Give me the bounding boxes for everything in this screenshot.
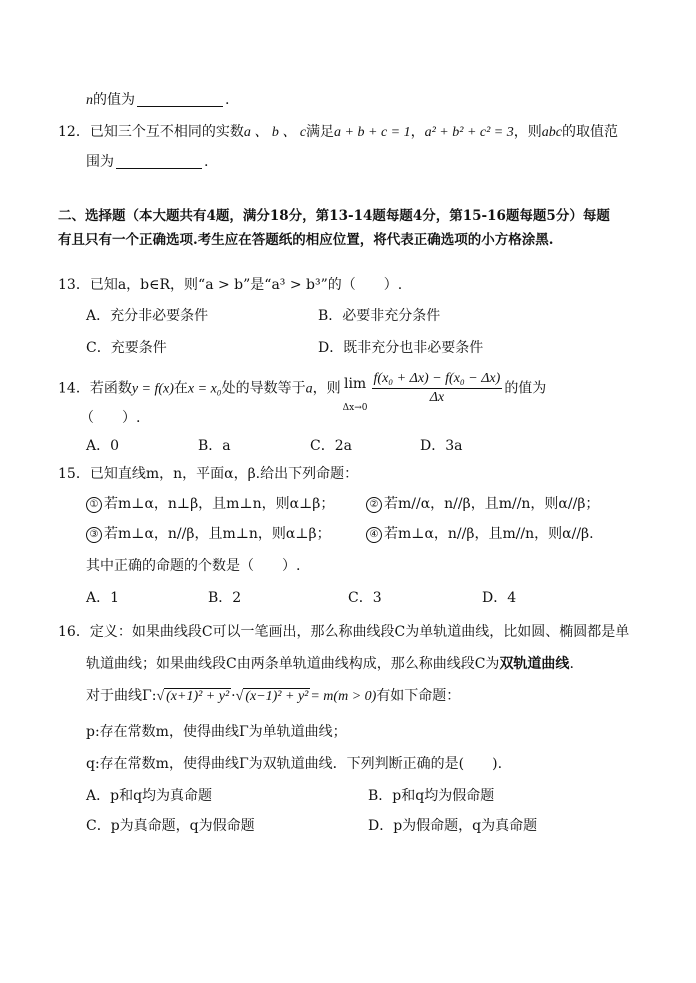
q16-def-text-2: 轨道曲线；如果曲线段C由两条单轨道曲线构成，那么称曲线段C为 [86, 656, 500, 672]
q16-line2 [86, 654, 574, 674]
q14-option-c[interactable]: C．2a [310, 438, 352, 454]
q15-number: 15． [58, 466, 90, 482]
q14-a: a [305, 381, 313, 397]
q14-numerator: f(x₀ + Δx) − f(x₀ − Δx) [372, 370, 503, 389]
q12-eq1: a + b + c = 1 [334, 125, 411, 140]
q15-prop-3-text: 若m⊥α，n//β，且m⊥n，则α⊥β； [104, 526, 331, 542]
q15-option-d[interactable]: D．4 [482, 590, 517, 606]
q12-end: . [204, 154, 209, 170]
circle-1-icon: ① [86, 497, 102, 513]
q16-sqrt-1-body: (x+1)² + y² [166, 689, 230, 704]
q13-option-a[interactable]: A．充分非必要条件 [86, 308, 209, 324]
q14-text-3: 处的导数等于 [221, 380, 306, 397]
q11-text: 的值为 [93, 92, 135, 108]
q15-prop-3 [86, 524, 331, 544]
q12-answer-blank[interactable] [116, 154, 202, 169]
q12-text-5: 围为 [86, 154, 114, 170]
q15-prop-4-text: 若m⊥α，n//β，且m//n，则α//β. [384, 526, 594, 542]
q16-def-text: 定义：如果曲线段C可以一笔画出，那么称曲线段C为单轨道曲线，比如圆、椭圆都是单 [89, 624, 630, 640]
circle-4-icon: ④ [366, 527, 382, 543]
q16-eq: = m(m > 0) [310, 689, 377, 704]
q14-option-a[interactable]: A．0 [86, 438, 120, 454]
q13-stem-text: 已知a，b∈R，则“a > b”是“a³ > b³”的（ ）. [89, 277, 403, 293]
q14-option-b[interactable]: B．a [198, 438, 231, 454]
q11-var: n [86, 93, 93, 108]
q12-abc: abc [541, 125, 562, 140]
q14-fraction [372, 370, 503, 407]
q16-line1 [58, 622, 629, 642]
q16-prop-p: p:存在常数m，使得曲线Γ为单轨道曲线； [86, 724, 347, 740]
q12-text-4: 的取值范 [561, 124, 618, 140]
q13-option-b[interactable]: B．必要非充分条件 [318, 308, 441, 324]
q16-double-track: 双轨道曲线 [499, 656, 570, 672]
q14-text: 若函数 [89, 380, 132, 397]
q13-number: 13． [58, 277, 90, 293]
q14-text-4: ，则 [312, 380, 341, 397]
q13-stem [58, 275, 402, 295]
q12-number: 12． [58, 124, 90, 140]
q16-prop-q: q:存在常数m，使得曲线Γ为双轨道曲线．下列判断正确的是( ). [86, 756, 503, 772]
q15-stem [58, 464, 358, 484]
q16-curve-label: 对于曲线Γ: [86, 688, 157, 704]
q14-number: 14． [58, 380, 90, 397]
q16-period: . [569, 656, 574, 672]
q14-option-d[interactable]: D．3a [420, 438, 463, 454]
q15-prop-1 [86, 494, 334, 514]
circle-2-icon: ② [366, 497, 382, 513]
circle-3-icon: ③ [86, 527, 102, 543]
q11-answer-blank[interactable] [137, 92, 223, 107]
q12-line1 [58, 122, 618, 143]
q14-limit [343, 364, 368, 413]
q16-number: 16． [58, 624, 90, 640]
q16-curve [86, 686, 460, 707]
q16-dot: · [231, 688, 236, 704]
q15-prop-2-text: 若m//α，n//β，且m//n，则α//β； [384, 496, 600, 512]
q14-text-2: 在 [173, 380, 188, 397]
q12-line2 [86, 152, 208, 172]
q15-option-a[interactable]: A．1 [86, 590, 120, 606]
q15-prop-4 [366, 524, 594, 544]
q12-text-3: ，则 [513, 124, 542, 140]
q14-lim-word: lim [343, 376, 367, 392]
q12-text-2: 满足 [306, 124, 335, 140]
q16-option-d[interactable]: D．p为假命题，q为真命题 [368, 818, 538, 834]
q15-option-c[interactable]: C．3 [348, 590, 382, 606]
q14-point: x = x₀ [187, 381, 222, 397]
q16-sqrt-2: √ (x−1)² + y² [235, 689, 309, 704]
q12-vars: a 、 b 、 c [243, 125, 307, 140]
q16-option-c[interactable]: C．p为真命题，q为假命题 [86, 818, 255, 834]
q14-text-5: 的值为 [504, 380, 547, 397]
q12-comma: ， [410, 124, 425, 140]
q15-prop-1-text: 若m⊥α，n⊥β，且m⊥n，则α⊥β； [104, 496, 335, 512]
q16-option-b[interactable]: B．p和q均为假命题 [368, 788, 495, 804]
q12-eq2: a² + b² + c² = 3 [424, 125, 514, 140]
q16-sqrt-2-body: (x−1)² + y² [245, 689, 309, 704]
q14-func: y = f(x) [131, 381, 174, 397]
section2-heading-2: 有且只有一个正确选项.考生应在答题纸的相应位置，将代表正确选项的小方格涂黑. [58, 232, 554, 248]
q15-option-b[interactable]: B．2 [208, 590, 242, 606]
q14-stem [58, 364, 546, 413]
q16-curve-tail: 有如下命题： [376, 688, 461, 704]
q15-prop-2 [366, 494, 599, 514]
q13-option-d[interactable]: D．既非充分也非必要条件 [318, 340, 484, 356]
q16-option-a[interactable]: A．p和q均为真命题 [86, 788, 213, 804]
q16-sqrt-1: √ (x+1)² + y² [156, 689, 230, 704]
q11-tail [86, 90, 229, 111]
q15-ask: 其中正确的命题的个数是（ ）. [86, 558, 301, 574]
q11-end: . [225, 92, 230, 108]
q14-bracket: （ ）. [80, 410, 141, 426]
q14-lim-sub: Δx→0 [342, 403, 368, 413]
q12-text: 已知三个互不相同的实数 [89, 124, 244, 140]
q13-option-c[interactable]: C．充要条件 [86, 340, 167, 356]
q14-denominator: Δx [429, 390, 445, 405]
section2-heading-1: 二、选择题（本大题共有4题，满分18分，第13-14题每题4分，第15-16题每题5分）每题 [58, 208, 610, 224]
q15-stem-text: 已知直线m，n，平面α，β.给出下列命题： [89, 466, 359, 482]
